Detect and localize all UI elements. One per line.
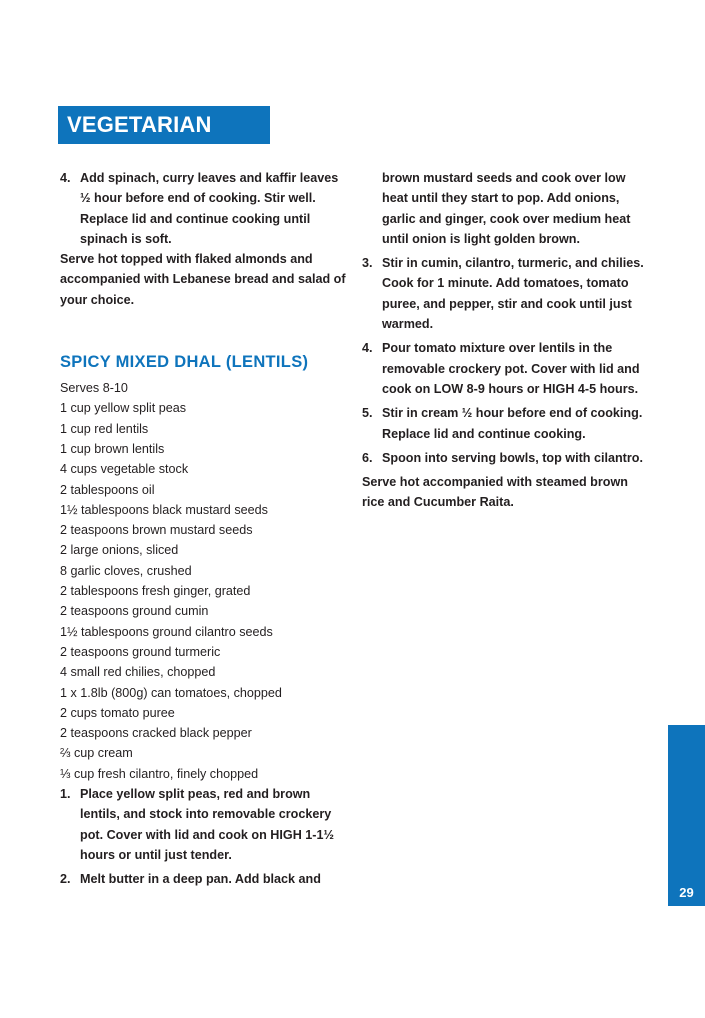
step-number: 3. xyxy=(362,256,373,271)
recipe-serves: Serves 8-10 xyxy=(60,381,128,396)
ingredient-item: 8 garlic cloves, crushed xyxy=(60,563,192,578)
ingredient-item: 1½ tablespoons black mustard seeds xyxy=(60,502,268,517)
method-step-3 xyxy=(362,253,652,334)
step-text: Spoon into serving bowls, top with cilantro. xyxy=(382,450,643,465)
step-number: 4. xyxy=(362,341,373,356)
step-text: Add spinach, curry leaves and kaffir leaves ½ hour before end of cooking. Stir well. Replace lid and continue cooking until spinach is soft. xyxy=(80,171,339,246)
ingredient-item: 1 cup yellow split peas xyxy=(60,401,187,416)
left-column xyxy=(60,168,350,890)
ingredient-item: 1 cup red lentils xyxy=(60,421,149,436)
method-step-2-continued: brown mustard seeds and cook over low heat until they start to pop. Add onions, garlic and ginger, cook over medium heat until onion is light golden brown. xyxy=(382,171,631,246)
ingredient-item: 4 small red chilies, chopped xyxy=(60,665,216,680)
ingredient-item: 1 cup brown lentils xyxy=(60,441,165,456)
ingredient-item: 2 tablespoons fresh ginger, grated xyxy=(60,584,251,599)
ingredient-item: 1 x 1.8lb (800g) can tomatoes, chopped xyxy=(60,685,282,700)
step-text: Pour tomato mixture over lentils in the removable crockery pot. Cover with lid and cook on LOW 8-9 hours or HIGH 4-5 hours. xyxy=(382,341,640,396)
continued-step-4 xyxy=(60,168,350,249)
method-step-6 xyxy=(362,448,652,468)
recipe-title: SPICY MIXED DHAL (LENTILS) xyxy=(60,353,309,372)
ingredient-item: 2 teaspoons ground cumin xyxy=(60,604,209,619)
step-text: Place yellow split peas, red and brown lentils, and stock into removable crockery pot. Cover with lid and cook on HIGH 1-1½ hours or until just tender. xyxy=(80,787,334,862)
ingredient-item: 2 cups tomato puree xyxy=(60,705,175,720)
section-title: VEGETARIAN cont'd xyxy=(58,106,270,144)
step-text: Melt butter in a deep pan. Add black and xyxy=(80,872,321,887)
ingredient-item: 2 teaspoons ground turmeric xyxy=(60,644,221,659)
step-number: 6. xyxy=(362,450,373,465)
ingredient-item: 2 teaspoons brown mustard seeds xyxy=(60,523,253,538)
step-number: 2. xyxy=(60,872,71,887)
ingredient-item: 2 teaspoons cracked black pepper xyxy=(60,726,252,741)
step-number: 5. xyxy=(362,406,373,421)
ingredient-item: 4 cups vegetable stock xyxy=(60,462,189,477)
step-number: 4. xyxy=(60,171,71,185)
page-tab xyxy=(668,725,705,906)
ingredient-list xyxy=(60,398,350,784)
right-column xyxy=(362,168,652,513)
serving-note-previous: Serve hot topped with flaked almonds and accompanied with Lebanese bread and salad of your choice. xyxy=(60,252,346,307)
method-step-4 xyxy=(362,338,652,399)
method-step-2 xyxy=(60,869,350,889)
ingredient-item: ⅓ cup fresh cilantro, finely chopped xyxy=(60,766,259,781)
method-step-5 xyxy=(362,403,652,444)
ingredient-item: ⅔ cup cream xyxy=(60,746,133,761)
step-number: 1. xyxy=(60,787,71,802)
recipe-serving-note: Serve hot accompanied with steamed brown rice and Cucumber Raita. xyxy=(362,475,628,510)
step-text: Stir in cumin, cilantro, turmeric, and chilies. Cook for 1 minute. Add tomatoes, tomato puree, and pepper, stir and cook until just warmed. xyxy=(382,256,644,332)
step-text: Stir in cream ½ hour before end of cooking. Replace lid and continue cooking. xyxy=(382,406,643,441)
method-step-1 xyxy=(60,784,350,865)
ingredient-item: 1½ tablespoons ground cilantro seeds xyxy=(60,624,273,639)
ingredient-item: 2 tablespoons oil xyxy=(60,482,155,497)
page-number: 29 xyxy=(679,885,694,900)
ingredient-item: 2 large onions, sliced xyxy=(60,543,179,558)
